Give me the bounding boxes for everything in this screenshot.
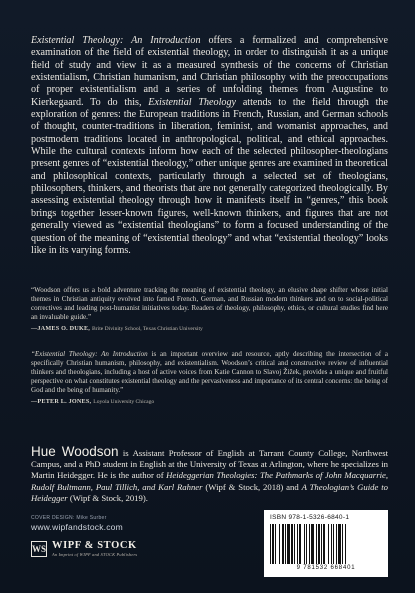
barcode-bar [346, 524, 347, 564]
endorsement-attribution [31, 398, 388, 406]
isbn-number: ISBN 978-1-5326-6840-1 [270, 514, 350, 521]
endorsement-text [31, 350, 388, 395]
endorser-affiliation: Brite Divinity School, Texas Christian University [92, 325, 203, 332]
cover-design-credit: COVER DESIGN: Mike Surber [31, 515, 107, 521]
endorsement-text: “Woodson offers us a bold adventure tracking the meaning of existential theology, an elusive shape shifter whose initial themes in Christian antiquity evolved into famed French, German, and Russian modern thinkers and on to social-political correctives and leading post-humanist initiatives today. Readers of theology, philosophy, ethics, or cultural studies find here an invaluable guide.” [31, 286, 388, 321]
endorsement-duke [31, 286, 388, 333]
author-name: Hue Woodson [31, 444, 119, 459]
publisher-tagline: An Imprint of WIPF and STOCK Publishers [52, 552, 138, 557]
endorsement-attribution [31, 325, 388, 333]
cover-credit [31, 515, 123, 532]
barcode-digits: 9 781532 668401 [296, 565, 356, 571]
publisher-name: WIPF & STOCK [52, 540, 137, 551]
bio-text-3: (Wipf & Stock, 2019). [67, 492, 148, 503]
ws-logo-icon: WS [31, 541, 47, 557]
bio-text-1: is Assistant Professor of English at Tarrant County College, Northwest Campus, and a PhD student in English at the University of Texas at Arlington, where he specializes in Martin Heidegger. He is the author of [31, 448, 388, 481]
endorsement-body: is an important overview and resource, aptly describing the intersection of a specifically Christian humanism, philosophy, and existentialism. Woodson’s critical and constructive review of influential thinkers and theologians, including a host of active voices from Katie Cannon to Slavoj Žižek, provides a unique and fruitful perspective on what constitutes existential theology and the pervasiveness and importance of its central concerns: the being of God and the being of humanity.” [31, 350, 388, 394]
book-description [31, 35, 388, 257]
author-bio [31, 446, 388, 504]
endorsement-title: “Existential Theology: An Introduction [31, 350, 148, 358]
bio-book-2: A Theologian’s Guide to Heidegger [31, 481, 388, 503]
description-text-1: offers a formalized and comprehensive examination of the field of existential theology, in order to distinguish it as a unique field of study and view it as a measured synthesis of the concerns of Christian existentialism, Christian humanism, and Christian philosophy with the preoccupations of proper existentialism and a series of unfolding themes from Augustine to Kierkegaard. To do this, [31, 35, 388, 108]
description-title-2: Existential Theology [148, 96, 237, 108]
barcode-bars [270, 524, 382, 564]
publisher-website: www.wipfandstock.com [31, 522, 123, 532]
bio-book-1: Heideggerian Theologies: The Pathmarks of John Macquarrie, Rudolf Bultmann, Paul Tillich, and Karl Rahner [31, 470, 389, 492]
publisher-wordmark [52, 540, 137, 557]
bio-text-2: (Wipf & Stock, 2018) and [202, 481, 302, 492]
endorsement-jones [31, 350, 388, 406]
endorser-name: —JAMES O. DUKE, [31, 324, 91, 332]
endorser-name: —PETER L. JONES, [31, 397, 92, 405]
endorser-affiliation: Loyola University Chicago [93, 398, 155, 405]
description-title: Existential Theology: An Introduction [31, 35, 201, 46]
isbn-barcode [264, 510, 388, 577]
description-text-2: attends to the field through the exploration of genres: the European traditions in French, Russian, and German schools of thought, counter-traditions in liberation, feminist, and womanist approaches, and postmodern traditions located in anthropological, political, and ethical approaches. While the cultural contexts inform how each of the selected philosopher-theologians present genres of “existential theology,” other unique genres are examined in theoretical and philosophical contexts, particularly through a selected set of theologians, philosophers, thinkers, and theorists that are not generally categorized theologically. By assessing existential theology through how it manifests itself in “genres,” this book brings together lesser-known figures, well-known thinkers, and figures that are not generally viewed as “existential theologians” to form a focused understanding of the question of the meaning of “existential theology” and what “existential theology” looks like in its varying forms. [31, 96, 388, 256]
publisher-logo [31, 540, 137, 557]
